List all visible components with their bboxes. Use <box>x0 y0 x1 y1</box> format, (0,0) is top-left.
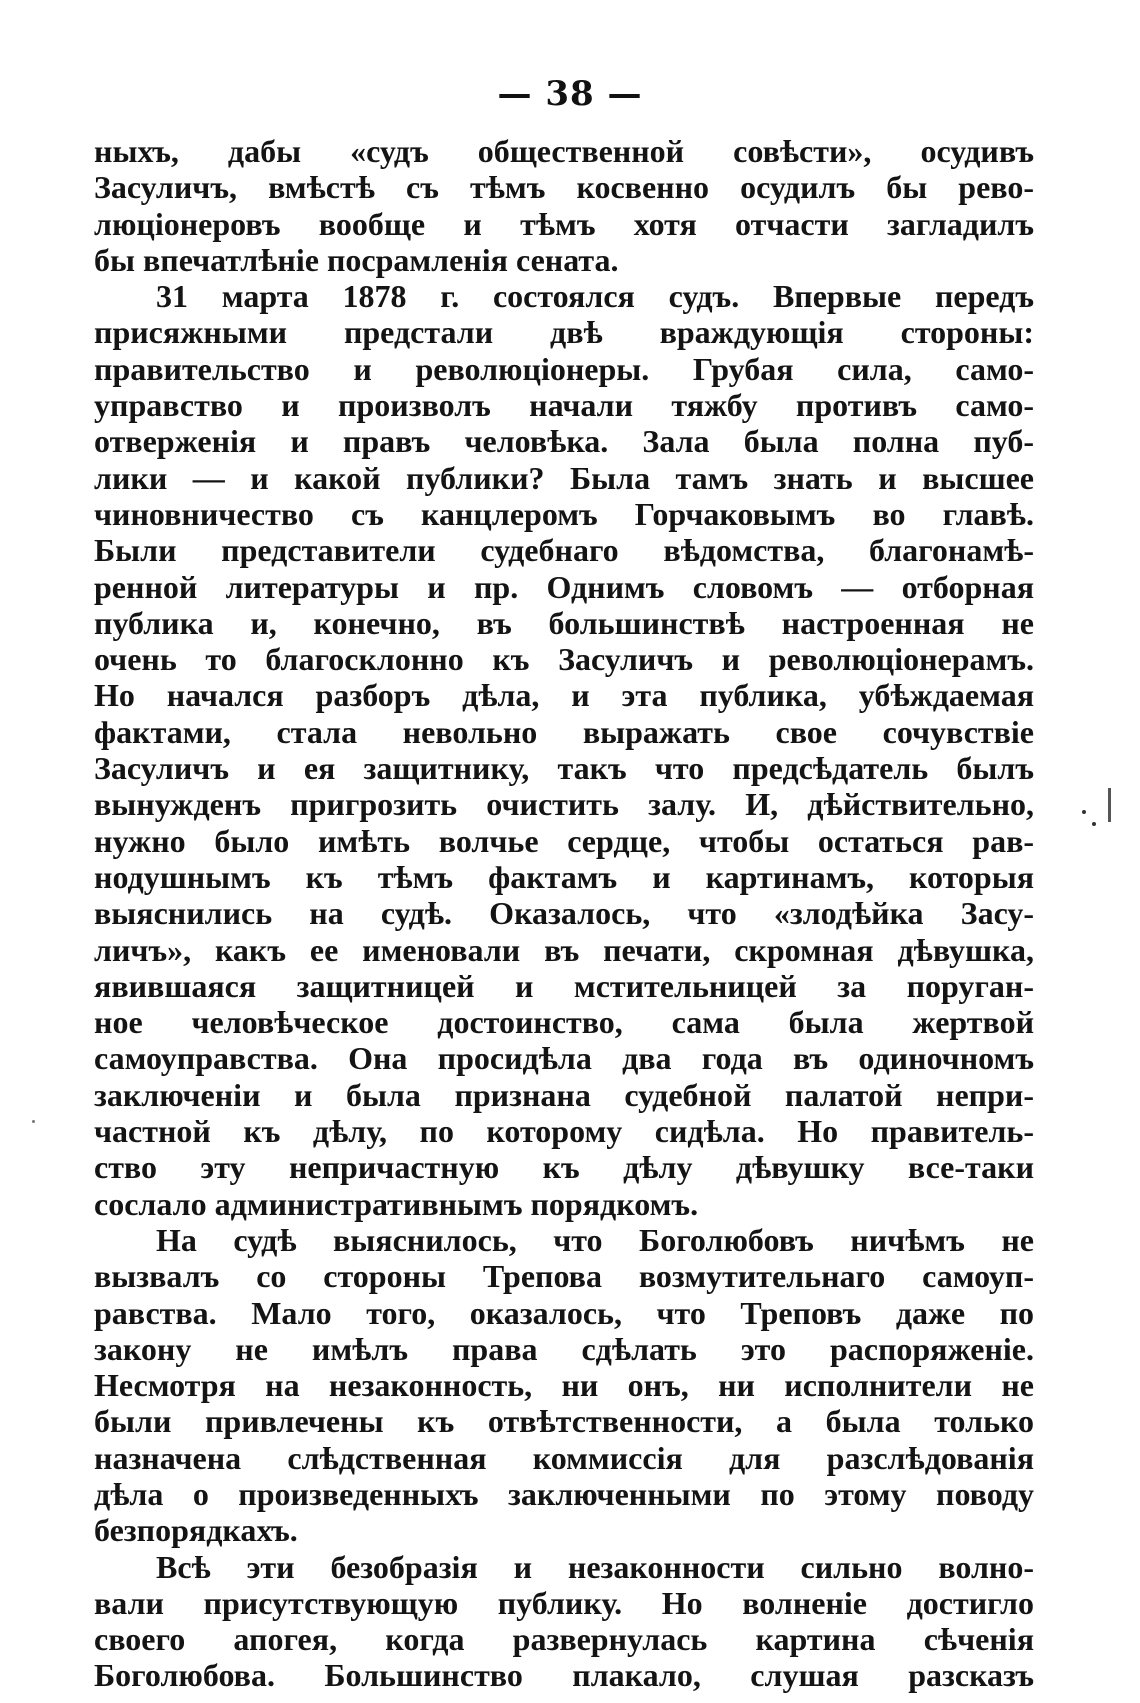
margin-scan-mark <box>1108 788 1111 822</box>
text-line: своего апогея, когда развернулась картина сѣченія <box>94 1621 1034 1658</box>
text-line: закону не имѣлъ права сдѣлать это распоряженіе. <box>94 1330 1034 1367</box>
text-line: Боголюбова. Большинство плакало, слушая разсказъ <box>94 1657 1034 1694</box>
text-line: ное человѣческое достоинство, сама была жертвой <box>94 1004 1034 1041</box>
text-line: равства. Мало того, оказалось, что Треповъ даже по <box>94 1294 1034 1331</box>
text-line: Несмотря на незаконность, ни онъ, ни исполнители не <box>94 1367 1034 1404</box>
text-line: очень то благосклонно къ Засуличъ и революціонерамъ. <box>94 641 1034 678</box>
paragraph-start-line: Всѣ эти безобразія и незаконности сильно волно- <box>156 1548 1034 1585</box>
text-line: бы впечатлѣніе посрамленія сената. <box>94 241 619 278</box>
text-line: вали присутствующую публику. Но волненіе достигло <box>94 1584 1034 1621</box>
body-text <box>94 133 1034 1694</box>
text-line: Но начался разборъ дѣла, и эта публика, убѣждаемая <box>94 677 1034 714</box>
text-line: вынужденъ пригрозить очистить залу. И, дѣйствительно, <box>94 786 1034 823</box>
paragraph-start-line: На судѣ выяснилось, что Боголюбовъ ничѣмъ не <box>156 1221 1034 1258</box>
margin-scan-dot <box>1082 810 1086 814</box>
text-line: были привлечены къ отвѣтственности, а была только <box>94 1403 1034 1440</box>
text-line: присяжными предстали двѣ враждующія стороны: <box>94 314 1034 351</box>
text-line: безпорядкахъ. <box>94 1512 298 1549</box>
text-line: выяснились на судѣ. Оказалось, что «злодѣйка Засу- <box>94 895 1034 932</box>
text-line: отверженія и правъ человѣка. Зала была полна пуб- <box>94 423 1034 460</box>
text-line: частной къ дѣлу, по которому сидѣла. Но правитель- <box>94 1113 1034 1150</box>
text-line: Засуличъ, вмѣстѣ съ тѣмъ косвенно осудилъ бы рево- <box>94 169 1034 206</box>
text-line: управство и произволъ начали тяжбу противъ само- <box>94 387 1034 424</box>
scan-speck <box>32 1120 35 1123</box>
text-line: ныхъ, дабы «судъ общественной совѣсти», осудивъ <box>94 133 1034 169</box>
text-line: Были представители судебнаго вѣдомства, благонамѣ- <box>94 532 1034 569</box>
text-line: вызвалъ со стороны Трепова возмутительнаго самоуп- <box>94 1258 1034 1295</box>
margin-scan-dot <box>1092 822 1096 826</box>
text-line: чиновничество съ канцлеромъ Горчаковымъ во главѣ. <box>94 495 1034 532</box>
text-line: ренной литературы и пр. Однимъ словомъ — отборная <box>94 568 1034 605</box>
text-line: лики — и какой публики? Была тамъ знать и высшее <box>94 459 1034 496</box>
text-line: люціонеровъ вообще и тѣмъ хотя отчасти загладилъ <box>94 205 1034 242</box>
text-line: фактами, стала невольно выражать свое сочувствіе <box>94 713 1034 750</box>
paragraph-start-line: 31 марта 1878 г. состоялся судъ. Впервые передъ <box>156 278 1034 315</box>
text-line: нужно было имѣть волчье сердце, чтобы остаться рав- <box>94 822 1034 859</box>
text-line: ство эту непричастную къ дѣлу дѣвушку все-таки <box>94 1149 1034 1186</box>
text-line: назначена слѣдственная коммиссія для разслѣдованія <box>94 1439 1034 1476</box>
text-line: нодушнымъ къ тѣмъ фактамъ и картинамъ, которыя <box>94 858 1034 895</box>
text-line: явившаяся защитницей и мстительницей за поруган- <box>94 967 1034 1004</box>
text-line: дѣла о произведенныхъ заключенными по этому поводу <box>94 1475 1034 1512</box>
page-number: — 38 — <box>497 74 643 114</box>
text-line: заключеніи и была признана судебной палатой непри- <box>94 1076 1034 1113</box>
text-line: сослало административнымъ порядкомъ. <box>94 1185 699 1222</box>
text-line: публика и, конечно, въ большинствѣ настроенная не <box>94 604 1034 641</box>
text-line: самоуправства. Она просидѣла два года въ одиночномъ <box>94 1040 1034 1077</box>
text-line: Засуличъ и ея защитнику, такъ что предсѣдатель былъ <box>94 750 1034 787</box>
text-line: личъ», какъ ее именовали въ печати, скромная дѣвушка, <box>94 931 1034 968</box>
text-line: правительство и революціонеры. Грубая сила, само- <box>94 350 1034 387</box>
